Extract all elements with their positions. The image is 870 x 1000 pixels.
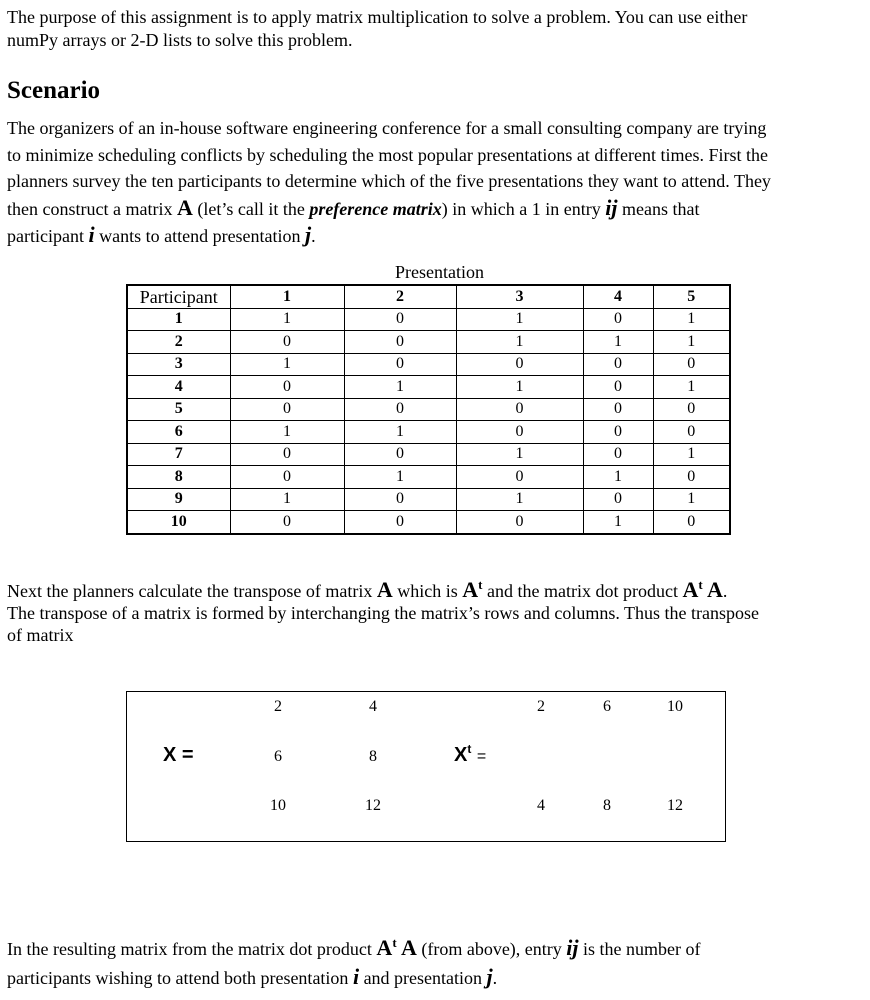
- matrix-at-a-symbol: $A^t$ A: [682, 577, 723, 602]
- table-cell: 1: [344, 421, 456, 444]
- table-cell: 1: [230, 421, 344, 444]
- presentation-caption: Presentation: [395, 262, 484, 282]
- table-row: [127, 511, 730, 534]
- table-cell: 0: [230, 443, 344, 466]
- table-cell: 0: [583, 398, 653, 421]
- ij-symbol: ij: [566, 935, 579, 960]
- i-symbol: i: [352, 964, 360, 989]
- table-cell: 1: [230, 353, 344, 376]
- table-cell: 0: [583, 488, 653, 511]
- table-cell: 1: [583, 511, 653, 534]
- table-cell: 0: [456, 466, 583, 489]
- x-matrix-cell: 12: [365, 797, 381, 814]
- table-cell: 0: [456, 421, 583, 444]
- column-header: 1: [230, 285, 344, 308]
- participant-label: 10: [127, 511, 230, 534]
- scenario-paragraph: The organizers of an in-house software engineering conference for a small consulting company are trying to minimize scheduling conflicts by scheduling the most popular presentations at different times. First the planners survey the ten participants to determine which of the five presentations they want to attend. They then construct a matrix A (let’s call it the preference matrix) in which a 1 in entry ij means that participant i wants to attend presentation j.: [7, 118, 771, 247]
- participant-label: 4: [127, 376, 230, 399]
- table-cell: 1: [230, 308, 344, 331]
- table-cell: 1: [344, 466, 456, 489]
- table-header-row: [127, 285, 730, 308]
- j-symbol: j: [305, 222, 312, 247]
- participant-label: 8: [127, 466, 230, 489]
- table-cell: 0: [344, 353, 456, 376]
- table-cell: 0: [653, 353, 730, 376]
- table-cell: 1: [344, 376, 456, 399]
- table-cell: 0: [583, 376, 653, 399]
- xt-matrix-cell: 10: [667, 698, 683, 715]
- table-cell: 0: [653, 511, 730, 534]
- table-cell: 1: [653, 488, 730, 511]
- table-cell: 0: [344, 443, 456, 466]
- table-cell: 0: [344, 398, 456, 421]
- column-header: 3: [456, 285, 583, 308]
- matrix-example-box: [126, 691, 726, 842]
- result-paragraph: In the resulting matrix from the matrix dot product $A^t$ A (from above), entry ij is the number of participants wishing to attend both presentation i and presentation j.: [7, 935, 701, 989]
- table-cell: 1: [230, 488, 344, 511]
- table-cell: 0: [583, 443, 653, 466]
- x-matrix-cell: 4: [369, 698, 377, 715]
- table-row: [127, 398, 730, 421]
- table-cell: 1: [583, 466, 653, 489]
- x-matrix-cell: 10: [270, 797, 286, 814]
- xt-matrix-cell: 6: [603, 698, 611, 715]
- column-header: 5: [653, 285, 730, 308]
- participant-label: 3: [127, 353, 230, 376]
- table-cell: 1: [456, 488, 583, 511]
- table-row: [127, 466, 730, 489]
- table-cell: 1: [653, 376, 730, 399]
- table-row: [127, 488, 730, 511]
- table-cell: 0: [456, 353, 583, 376]
- table-row: [127, 353, 730, 376]
- table-cell: 1: [456, 376, 583, 399]
- table-cell: 1: [456, 331, 583, 354]
- transpose-paragraph: Next the planners calculate the transpose of matrix A which is $A^t$ and the matrix dot product $A^t$ A. The transpose of a matrix is formed by interchanging the matrix’s rows and columns. Thus the transpose of matrix: [7, 577, 760, 645]
- table-cell: 0: [583, 421, 653, 444]
- table-cell: 0: [230, 331, 344, 354]
- table-cell: 0: [583, 353, 653, 376]
- table-row: [127, 443, 730, 466]
- xt-matrix-cell: 2: [537, 698, 545, 715]
- table-cell: 1: [653, 443, 730, 466]
- participant-label: 5: [127, 398, 230, 421]
- xt-matrix-label: $X^t$ =: [454, 742, 487, 766]
- table-cell: 0: [653, 466, 730, 489]
- table-cell: 0: [230, 398, 344, 421]
- matrix-at-a-symbol: $A^t$ A: [376, 935, 417, 960]
- matrix-a-symbol: A: [176, 194, 193, 220]
- ij-symbol: ij: [605, 194, 618, 220]
- table-row: [127, 421, 730, 444]
- table-cell: 0: [344, 331, 456, 354]
- table-cell: 0: [230, 376, 344, 399]
- participant-label: 7: [127, 443, 230, 466]
- scenario-heading: Scenario: [7, 77, 101, 104]
- table-cell: 1: [456, 308, 583, 331]
- participant-label: 1: [127, 308, 230, 331]
- xt-matrix-cell: 12: [667, 797, 683, 814]
- table-cell: 0: [230, 511, 344, 534]
- matrix-a-symbol: A: [376, 577, 393, 602]
- table-cell: 0: [344, 511, 456, 534]
- column-header: 2: [344, 285, 456, 308]
- table-cell: 1: [456, 443, 583, 466]
- j-symbol: j: [486, 964, 493, 989]
- preference-matrix-term: preference matrix: [309, 198, 442, 219]
- participant-label: 6: [127, 421, 230, 444]
- table-cell: 0: [653, 421, 730, 444]
- x-matrix-cell: 2: [274, 698, 282, 715]
- table-cell: 0: [583, 308, 653, 331]
- table-cell: 0: [456, 511, 583, 534]
- table-row: [127, 308, 730, 331]
- x-matrix-cell: 6: [274, 748, 282, 765]
- table-cell: 0: [344, 308, 456, 331]
- table-cell: 1: [583, 331, 653, 354]
- i-symbol: i: [88, 222, 95, 247]
- table-cell: 0: [456, 398, 583, 421]
- table-cell: 1: [653, 308, 730, 331]
- preference-table: [126, 284, 731, 535]
- participant-label: 2: [127, 331, 230, 354]
- table-cell: 0: [344, 488, 456, 511]
- column-header: 4: [583, 285, 653, 308]
- matrix-at-symbol: $A^t$: [462, 577, 483, 602]
- intro-paragraph: The purpose of this assignment is to apply matrix multiplication to solve a problem. You can use either numPy arrays or 2-D lists to solve this problem.: [7, 7, 748, 50]
- x-matrix-cell: 8: [369, 748, 377, 765]
- participant-label: 9: [127, 488, 230, 511]
- xt-matrix-cell: 4: [537, 797, 545, 814]
- table-row: [127, 376, 730, 399]
- xt-matrix-cell: 8: [603, 797, 611, 814]
- table-cell: 0: [230, 466, 344, 489]
- x-matrix-label: X =: [163, 744, 194, 766]
- table-cell: 1: [653, 331, 730, 354]
- table-row: [127, 331, 730, 354]
- table-cell: 0: [653, 398, 730, 421]
- table-corner: Participant: [127, 285, 230, 308]
